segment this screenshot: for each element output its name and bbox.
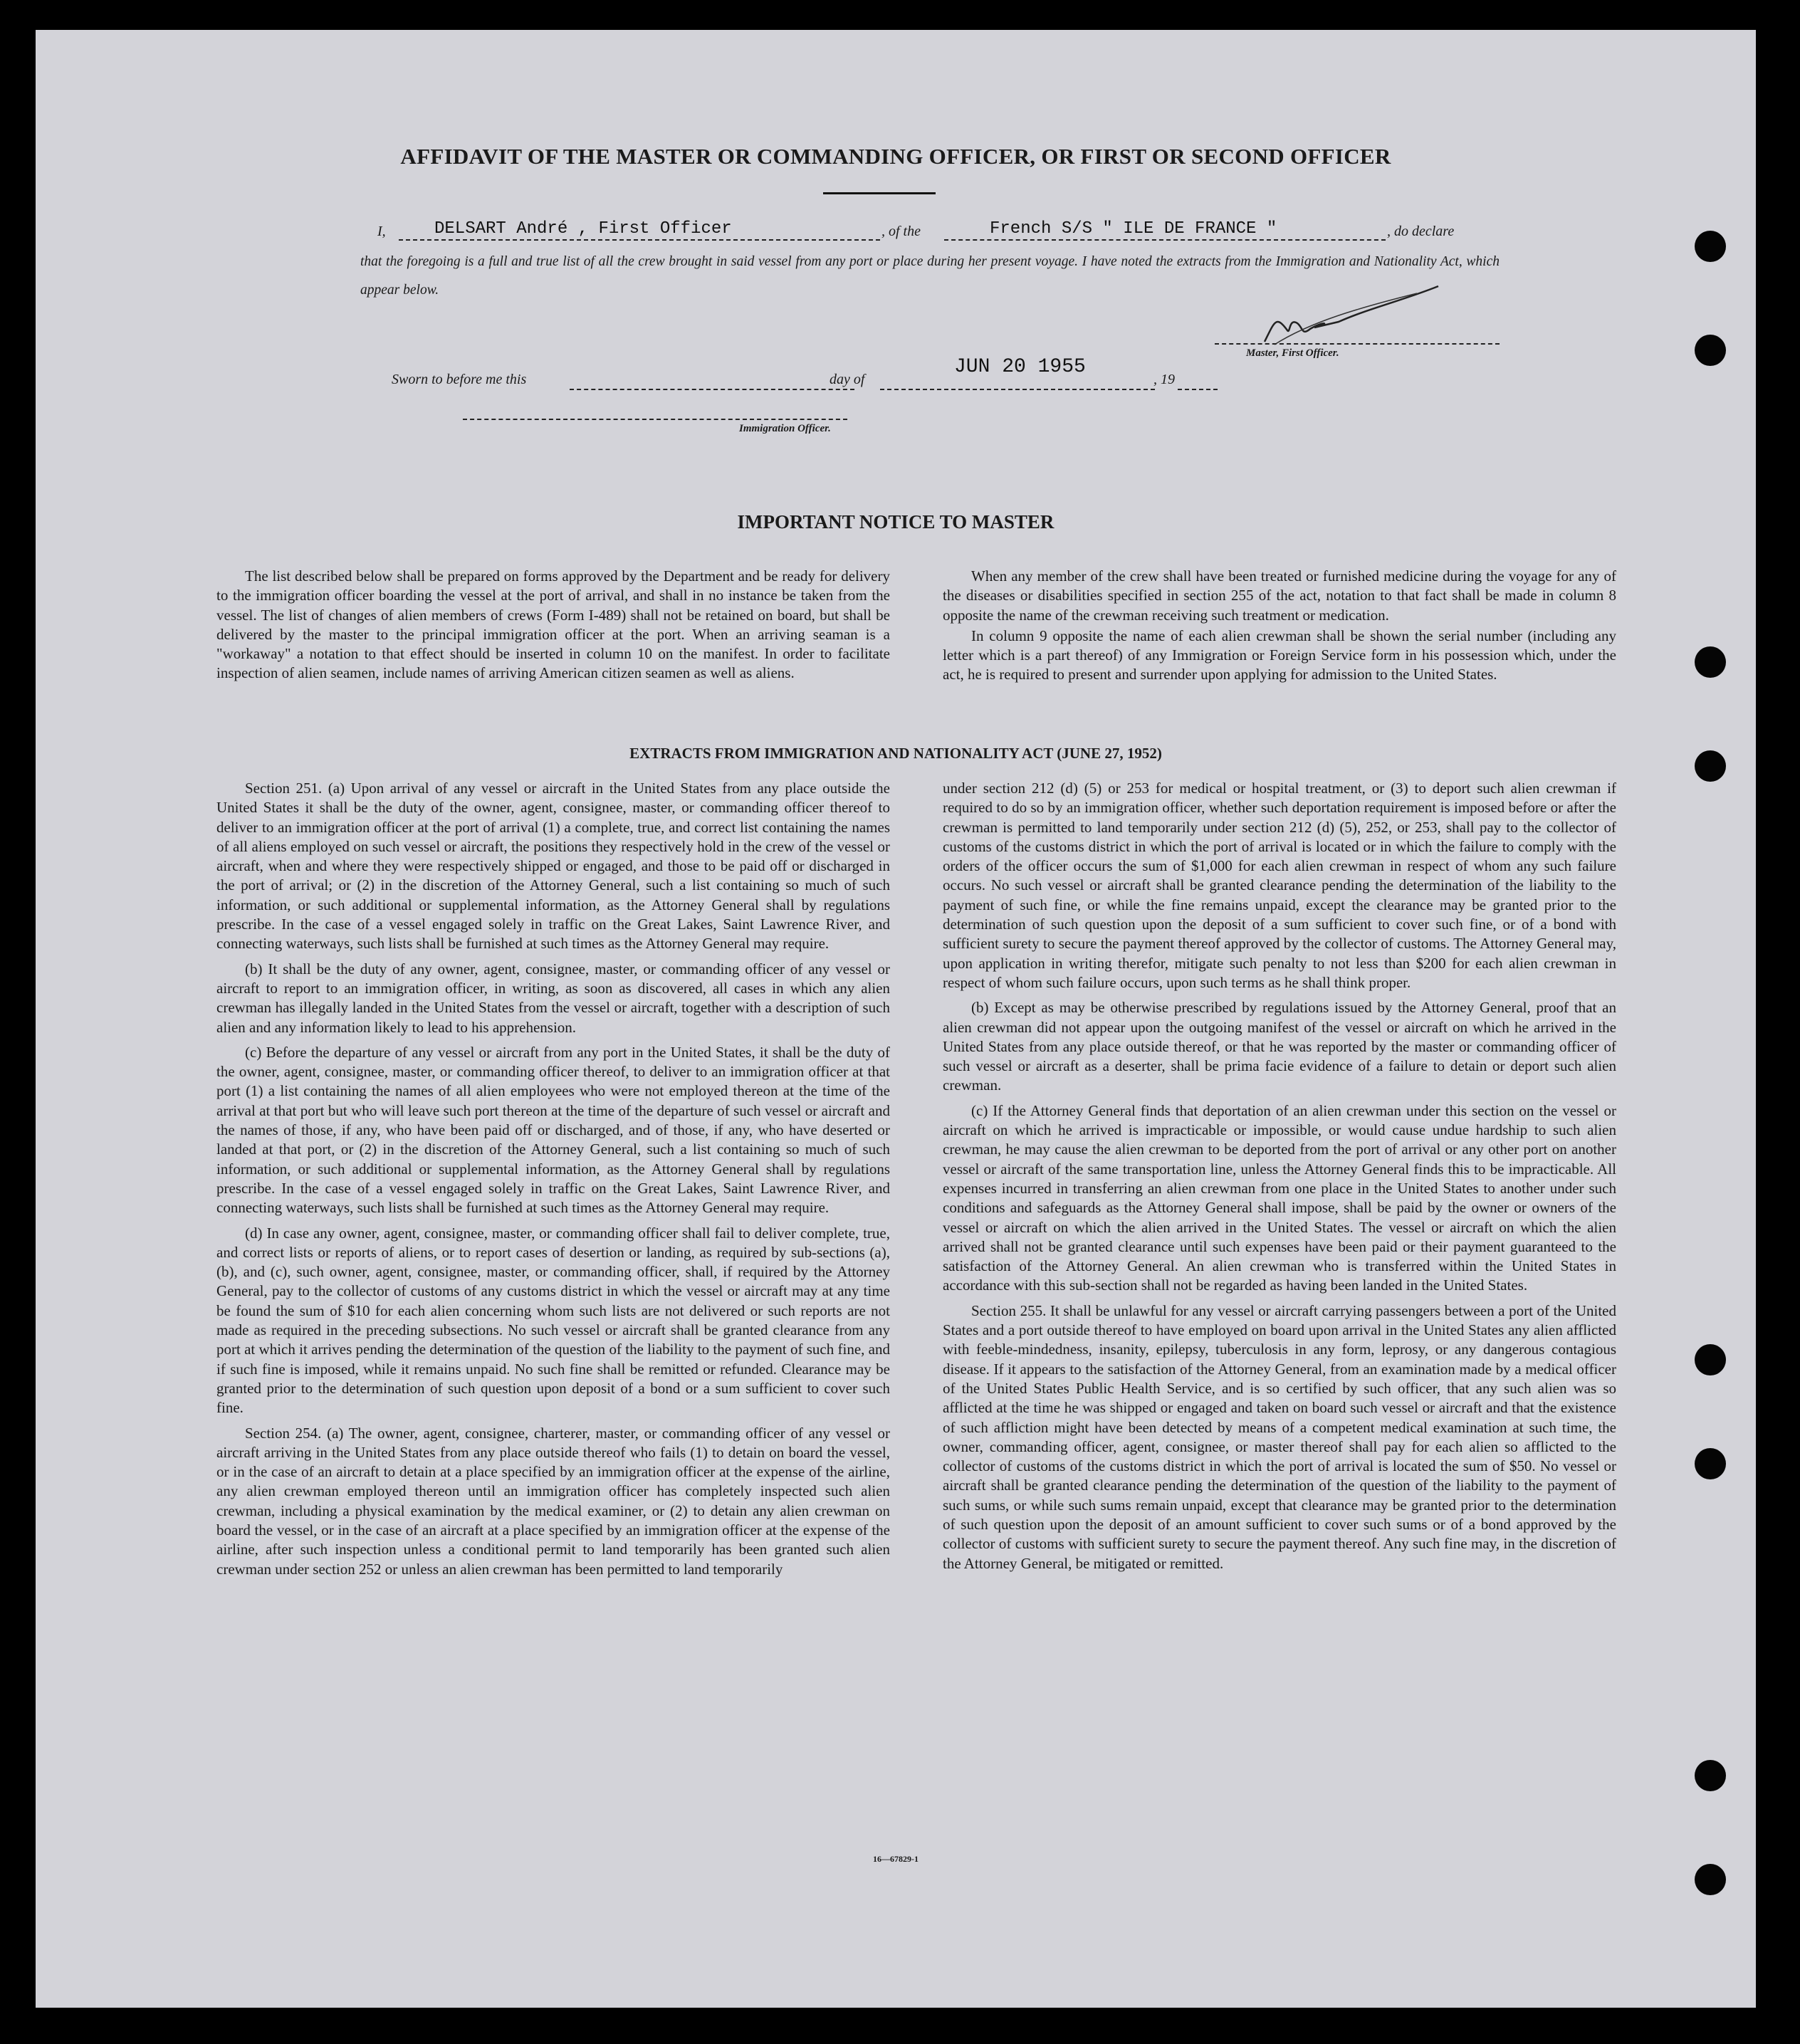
do-declare-label: , do declare [1387, 224, 1455, 239]
immigration-officer-label: Immigration Officer. [739, 423, 831, 434]
punch-hole-6 [1695, 1448, 1726, 1479]
year-line [1178, 389, 1218, 390]
extracts-title: EXTRACTS FROM IMMIGRATION AND NATIONALITY ACT (JUNE 27, 1952) [629, 745, 1162, 762]
sworn-date-value: JUN 20 1955 [954, 356, 1086, 378]
immigration-officer-line [463, 419, 847, 420]
notice-left-column [216, 567, 890, 683]
punch-hole-5 [1695, 1344, 1726, 1375]
i-label: I, [377, 224, 386, 239]
form-number: 16—67829-1 [873, 1854, 919, 1864]
section-254a: Section 254. (a) The owner, agent, consignee, charterer, master, or commanding officer of any vessel or aircraft arriving in the United States from any place outside thereof who fails (1) to detain on board the vessel, or in the case of an aircraft to detain at a place specified by an immigration officer at the expense of the airline, any alien crewman employed thereon until an immigration officer has completely inspected such alien crewman, including a physical examination by the medical examiner, or (2) to detain any alien crewman on board the vessel, or in the case of an aircraft at a place specified by an immigration officer at the expense of the airline, after such inspection unless a conditional permit to land temporarily has been granted such alien crewman under section 252 or unless an alien crewman has been permitted to land temporarily [216, 1424, 890, 1578]
section-251c: (c) Before the departure of any vessel or aircraft from any port in the United States, it shall be the duty of the owner, agent, consignee, master, or commanding officer thereof, to deliver to an immigration officer at that port (1) a list containing the names of all alien employees who were not employed thereon at the time of the arrival at that port but who will leave such port thereon at the time of the departure of such vessel or aircraft and the names of those, if any, who have been paid off or discharged, and of those, if any, who have deserted or landed at that port, or (2) in the discretion of the Attorney General, such a list containing so much of such information, or such additional or supplemental information, as the Attorney General shall by regulations prescribe. In the case of a vessel engaged solely in traffic on the Great Lakes, Saint Lawrence River, and connecting waterways, such lists shall be furnished at such times as the Attorney General may require. [216, 1043, 890, 1217]
notice-right-paragraph-2: In column 9 opposite the name of each alien crewman shall be shown the serial number (including any letter which is a part thereof) of any Immigration or Foreign Service form in his possession which, under the act, he is required to present and surrender upon applying for admission to the United States. [943, 627, 1616, 683]
name-line [399, 239, 880, 241]
declaration-text: that the foregoing is a full and true list of all the crew brought in said vessel from any port or place during her present voyage. I have noted the extracts from the Immigration and Nationality Act, which appear below. [360, 254, 1500, 298]
sworn-label: Sworn to before me this [392, 372, 527, 387]
section-251d: (d) In case any owner, agent, consignee, master, or commanding officer shall fail to deliver complete, true, and correct lists or reports of aliens, or to report cases of desertion or landing, as required by sub-sections (a), (b), and (c), such owner, agent, consignee, master, or commanding officer, shall, if required by the Attorney General, pay to the collector of customs of any customs district in which the vessel or aircraft may at any time be found the sum of $10 for each alien concerning whom such lists are not delivered or such reports are not made as required in the preceding subsections. No such vessel or aircraft shall be granted clearance from any port at which it arrives pending the determination of the question of the liability to the payment of such fine, and if such fine is imposed, while it remains unpaid. No such fine shall be remitted or refunded. Clearance may be granted prior to the determination of such question upon deposit of a bond or a sum sufficient to cover such fine. [216, 1224, 890, 1417]
section-254c: (c) If the Attorney General finds that deportation of an alien crewman under this section on the vessel or aircraft on which he arrived is impracticable or impossible, or would cause undue hardship to such alien crewman, he may cause the alien crewman to be deported from the port of arrival or any other port on another vessel or aircraft of the same transportation line, unless the Attorney General finds this to be impracticable. All expenses incurred in transferring an alien crewman from one place in the United States to another under such conditions and safeguards as the Attorney General shall impose, shall be paid by the owner or owners of the vessel or aircraft on which the alien arrived in the United States. The vessel or aircraft on which the alien arrived shall not be granted clearance until such expenses have been paid or their payment guaranteed to the satisfaction of the Attorney General. An alien crewman who is transferred within the United States in accordance with this sub-section shall not be regarded as having been landed in the United States. [943, 1101, 1616, 1294]
day-of-label: day of [830, 372, 865, 387]
of-the-label: , of the [881, 224, 921, 239]
notice-title: IMPORTANT NOTICE TO MASTER [737, 511, 1055, 533]
notice-right-column [943, 567, 1616, 685]
notice-left-paragraph: The list described below shall be prepared on forms approved by the Department and be ready for delivery to the immigration officer boarding the vessel at the port of arrival, and shall in no instance be taken from the vessel. The list of changes of alien members of crews (Form I-489) shall not be retained on board, but shall be delivered by the master to the principal immigration officer at the port. When an arriving seaman is a "workaway" a notation to that effect should be inserted in column 10 on the manifest. In order to facilitate inspection of alien seamen, include names of arriving American citizen seamen as well as aliens. [216, 567, 890, 682]
officer-signature [1246, 279, 1460, 357]
title-rule [823, 192, 936, 194]
section-254b: (b) Except as may be otherwise prescribed by regulations issued by the Attorney General, proof that an alien crewman did not appear upon the outgoing manifest of the vessel or aircraft on which he arrived in the United States from any place outside thereof, or that he was reported by the master or commanding officer of such vessel or aircraft as a deserter, shall be prima facie evidence of a failure to detain or deport such alien crewman. [943, 999, 1616, 1094]
section-254a-continued: under section 212 (d) (5) or 253 for medical or hospital treatment, or (3) to deport such alien crewman if required to do so by an immigration officer, whether such deportation requirement is imposed before or after the crewman is permitted to land temporarily under section 212 (d) (5), 252, or 253, shall pay to the collector of customs of the customs district in which the port of arrival is located or in which the failure to comply with the orders of the officer occurs the sum of $1,000 for each alien crewman in respect of whom any such failure occurs. No such vessel or aircraft shall be granted clearance pending the determination of the liability to the payment of such fine, or while the fine remains unpaid, except the clearance may be granted prior to the determination of such question upon the deposit of a sum sufficient to cover such fine, or of a bond with sufficient surety to secure the payment thereof approved by the collector of customs. The Attorney General may, upon application in writing therefor, mitigate such penalty to not less than $200 for each alien crewman in respect of whom such failure occurs, upon such terms as he shall think proper. [943, 780, 1616, 991]
document-page [36, 30, 1756, 2008]
vessel-line [944, 239, 1386, 241]
section-255: Section 255. It shall be unlawful for any vessel or aircraft carrying passengers between a port of the United States and a port outside thereof to have employed on board upon arrival in the United States any alien afflicted with feeble-mindedness, insanity, epilepsy, tuberculosis in any form, leprosy, or any dangerous contagious disease. If it appears to the satisfaction of the Attorney General, from an examination made by a medical officer of the United States Public Health Service, and is so certified by such officer, that any such alien was so afflicted at the time he was shipped or engaged and taken on board such vessel or aircraft and that the existence of such affliction might have been detected by means of a competent medical examination at such time, the owner, commanding officer, agent, consignee, or master thereof shall pay for each alien so afflicted to the collector of customs of the customs district in which the port of arrival is located the sum of $50. No vessel or aircraft shall be granted clearance pending the determination of the question of the liability to the payment of such sums, or while such sums remain unpaid, except that clearance may be granted prior to the determination of such question upon the deposit of an amount sufficient to cover such sums or of a bond approved by the collector of customs with sufficient surety to secure the payment thereof. Any such fine may, in the discretion of the Attorney General, be mitigated or remitted. [943, 1301, 1616, 1572]
vessel-value: French S/S " ILE DE FRANCE " [990, 219, 1277, 239]
year-label: , 19 [1153, 372, 1175, 387]
punch-hole-8 [1695, 1864, 1726, 1895]
sworn-day-line [570, 389, 854, 390]
punch-hole-1 [1695, 231, 1726, 262]
officer-signature-line [1215, 343, 1500, 345]
sworn-date-line [880, 389, 1155, 390]
punch-hole-7 [1695, 1760, 1726, 1791]
notice-right-paragraph-1: When any member of the crew shall have been treated or furnished medicine during the voyage for any of the diseases or disabilities specified in section 255 of the act, notation to that fact shall be made in column 8 opposite the name of the crewman receiving such treatment or medication. [943, 567, 1616, 624]
punch-hole-2 [1695, 335, 1726, 366]
extracts-left-column [216, 779, 890, 1579]
affidavit-title: AFFIDAVIT OF THE MASTER OR COMMANDING OFFICER, OR FIRST OR SECOND OFFICER [400, 144, 1391, 169]
punch-hole-3 [1695, 646, 1726, 678]
extracts-right-column [943, 779, 1616, 1573]
section-251a: Section 251. (a) Upon arrival of any vessel or aircraft in the United States from any place outside the United States it shall be the duty of the owner, agent, consignee, master, or commanding officer thereof to deliver to an immigration officer at the port of arrival (1) a complete, true, and correct list containing the names of all aliens employed on such vessel or aircraft, the positions they respectively hold in the crew of the vessel or aircraft, when and where they were respectively shipped or engaged, and those to be paid off or discharged in the port of arrival; or (2) in the discretion of the Attorney General, such a list containing so much of such information, or such additional or supplemental information, as the Attorney General shall by regulations prescribe. In the case of a vessel engaged solely in traffic on the Great Lakes, Saint Lawrence River, and connecting waterways, such lists shall be furnished at such times as the Attorney General may require. [216, 780, 890, 953]
section-251b: (b) It shall be the duty of any owner, agent, consignee, master, or commanding officer of any vessel or aircraft to report to an immigration officer, in writing, as soon as discovered, all cases in which any alien crewman has illegally landed in the United States from the vessel or aircraft, together with a description of such alien and any information likely to lead to his apprehension. [216, 960, 890, 1036]
officer-caption: Master, First Officer. [1246, 347, 1339, 359]
officer-name-value: DELSART André , First Officer [434, 219, 732, 239]
